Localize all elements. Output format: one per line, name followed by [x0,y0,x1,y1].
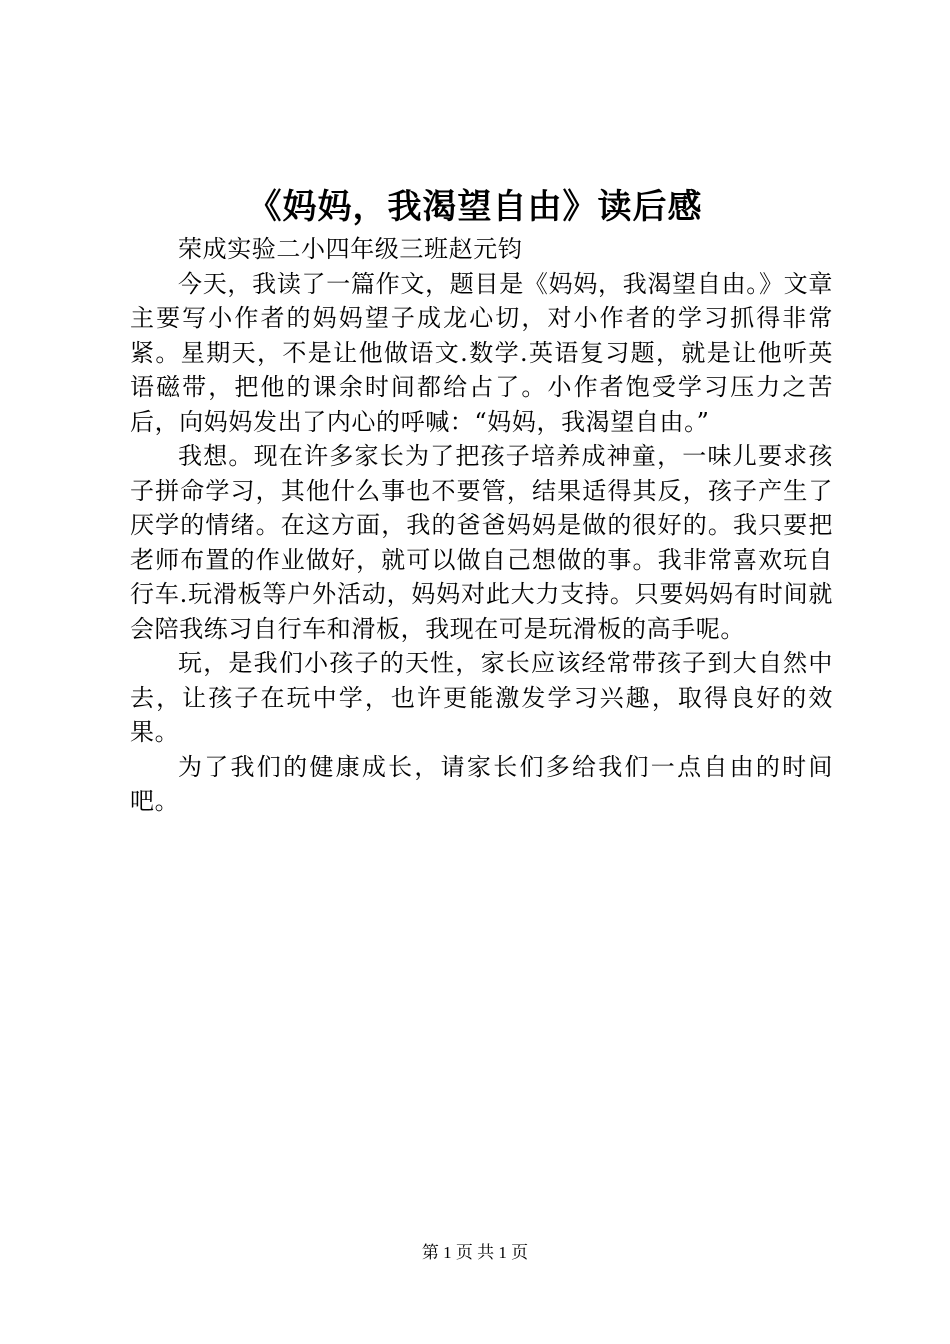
document-body [130,232,833,819]
paragraph-4: 为了我们的健康成长，请家长们多给我们一点自由的时间吧。 [130,752,833,815]
paragraph-1: 今天，我读了一篇作文，题目是《妈妈，我渴望自由。》文章主要写小作者的妈妈望子成龙心切，对小作者的学习抓得非常紧。星期天，不是让他做语文.数学.英语复习题，就是让他听英语磁带，把他的课余时间都给占了。小作者饱受学习压力之苦后，向妈妈发出了内心的呼喊：“妈妈，我渴望自由。” [130,269,833,436]
document-title: 《妈妈，我渴望自由》读后感 [247,187,703,227]
page-footer: 第 1 页 共 1 页 [421,1243,529,1262]
paragraph-3: 玩，是我们小孩子的天性，家长应该经常带孩子到大自然中去，让孩子在玩中学，也许更能激发学习兴趣，取得良好的效果。 [130,649,833,746]
author-line: 荣成实验二小四年级三班赵元钧 [178,235,523,263]
paragraph-2: 我想。现在许多家长为了把孩子培养成神童，一味儿要求孩子拼命学习，其他什么事也不要管，结果适得其反，孩子产生了厌学的情绪。在这方面，我的爸爸妈妈是做的很好的。我只要把老师布置的作业做好，就可以做自己想做的事。我非常喜欢玩自行车.玩滑板等户外活动，妈妈对此大力支持。只要妈妈有时间就会陪我练习自行车和滑板，我现在可是玩滑板的高手呢。 [130,442,833,643]
